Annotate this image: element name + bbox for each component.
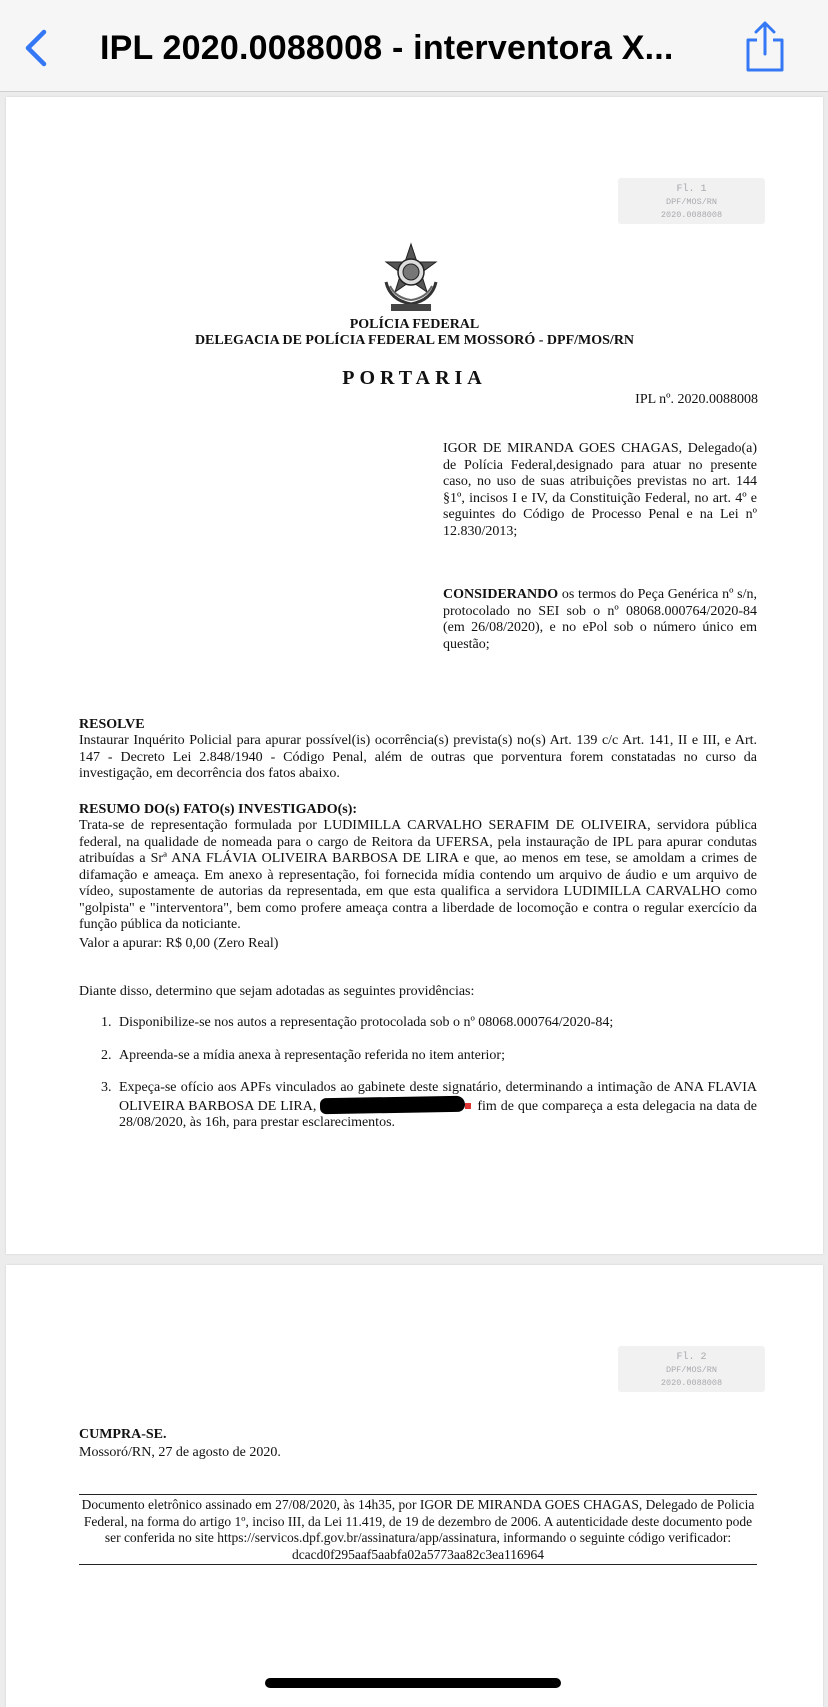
- portaria-title: PORTARIA: [342, 367, 487, 389]
- resumo-paragraph: Trata-se de representação formulada por LUDIMILLA CARVALHO SERAFIM DE OLIVEIRA, servidora pública federal, na qualidade de nomeada para o cargo de Reitora da UFERSA, pela instauração de IPL para apurar condutas atribuídas a Srª ANA FLÁVIA OLIVEIRA BARBOSA DE LIRA e que, ao menos em tese, se amoldam a crimes de difamação e ameaça. Em anexo à representação, foi fornecida mídia contendo um arquivo de áudio e um arquivo de vídeo, supostamente de autorias da representada, em que esta qualifica a servidora LUDIMILLA CARVALHO como "golpista" e "interventora", bem como profere ameaça contra a liberdade de locomoção e contra o regular exercício da função pública da noticiante.: [79, 818, 757, 932]
- considerando-text: os termos do Peça Genérica nº s/n, protocolado no SEI sob o nº 08068.000764/2020-84 (em 26/08/2020), e no ePol sob o número único em questão;: [443, 587, 757, 652]
- document-page-2: [6, 1265, 823, 1707]
- list-item-text-part-a: Expeça-se ofício aos APFs vinculados ao gabinete deste signatário, determinando a intimação de ANA FLAVIA OLIVEIRA BARBOSA DE LIRA,: [119, 1080, 757, 1114]
- folio-unit: DPF/MOS/RN: [665, 1365, 717, 1375]
- list-item-number: 2.: [101, 1048, 112, 1063]
- folio-stamp: [618, 1346, 765, 1392]
- chevron-left-icon: [20, 24, 60, 72]
- resolve-paragraph: Instaurar Inquérito Policial para apurar possível(is) ocorrência(s) prevista(s) no(s) Art. 139 c/c Art. 141, II e III, e Art. 147 - Decreto Lei 2.848/1940 - Código Penal, além de outras que porventura forem constatadas no curso da investigação, em decorrência dos fatos abaixo.: [79, 733, 757, 781]
- folio-ipl: 2020.0088008: [660, 210, 723, 220]
- folio-number: Fl. 1: [676, 184, 707, 195]
- list-item-text-part-b: fim de que compareça a esta delegacia na data de 28/08/2020, às 16h, para prestar esclarecimentos.: [119, 1098, 757, 1130]
- list-item-text: Apreenda-se a mídia anexa à representação referida no item anterior;: [119, 1048, 505, 1063]
- redaction-mark: [320, 1095, 465, 1114]
- folio-unit: DPF/MOS/RN: [665, 197, 717, 207]
- nav-bar: [0, 0, 828, 92]
- considerando-paragraph: [443, 587, 757, 653]
- resolve-heading: RESOLVE: [79, 717, 145, 732]
- list-item-number: 3.: [101, 1080, 112, 1095]
- cumpra-se-heading: CUMPRA-SE.: [79, 1427, 167, 1442]
- document-page-1: [6, 97, 823, 1254]
- home-indicator[interactable]: [265, 1678, 561, 1688]
- brasao-emblem-icon: [378, 242, 444, 314]
- local-date: Mossoró/RN, 27 de agosto de 2020.: [79, 1445, 281, 1460]
- folio-ipl: 2020.0088008: [660, 1378, 723, 1388]
- share-button[interactable]: [742, 18, 788, 74]
- list-item: [101, 1015, 757, 1032]
- ipl-number: IPL nº. 2020.0088008: [635, 392, 758, 407]
- list-item-text: [101, 1080, 757, 1132]
- share-icon: [742, 18, 788, 74]
- header-department: DELEGACIA DE POLÍCIA FEDERAL EM MOSSORÓ - DPF/MOS/RN: [194, 333, 635, 348]
- back-button[interactable]: [20, 24, 60, 72]
- redaction-edge: [465, 1103, 471, 1109]
- folio-stamp: [618, 178, 765, 224]
- valor-line: Valor a apurar: R$ 0,00 (Zero Real): [79, 936, 279, 951]
- intro-paragraph: IGOR DE MIRANDA GOES CHAGAS, Delegado(a) de Polícia Federal,designado para atuar no presente caso, no uso de suas atribuições previstas no art. 144 §1º, incisos I e IV, da Constituição Federal, no art. 4º e seguintes do Código de Processo Penal e na Lei nº 12.830/2013;: [443, 441, 757, 539]
- folio-number: Fl. 2: [676, 1352, 707, 1363]
- considerando-label: CONSIDERANDO: [443, 587, 559, 602]
- diante-paragraph: Diante disso, determino que sejam adotadas as seguintes providências:: [79, 984, 475, 999]
- list-item-number: 1.: [101, 1015, 112, 1030]
- header-agency: POLÍCIA FEDERAL: [349, 317, 480, 332]
- list-item: [101, 1048, 757, 1065]
- list-item: [101, 1080, 757, 1132]
- signature-block: Documento eletrônico assinado em 27/08/2020, às 14h35, por IGOR DE MIRANDA GOES CHAGAS, Delegado de Policia Federal, na forma do artigo 1º, inciso III, da Lei 11.419, de 19 de dezembro de 2006. A autenticidade deste documento pode ser conferida no site https://servicos.dpf.gov.br/assinatura/app/assinatura, informando o seguinte código verificador: dcacd0f295aaf5aabfa02a5773aa82c3ea116964: [79, 1494, 757, 1565]
- list-item-text: Disponibilize-se nos autos a representação protocolada sob o nº 08068.000764/2020-84;: [119, 1015, 614, 1030]
- document-title: IPL 2020.0088008 - interventora X...: [100, 29, 674, 67]
- resumo-heading: RESUMO DO(s) FATO(s) INVESTIGADO(s):: [79, 802, 358, 817]
